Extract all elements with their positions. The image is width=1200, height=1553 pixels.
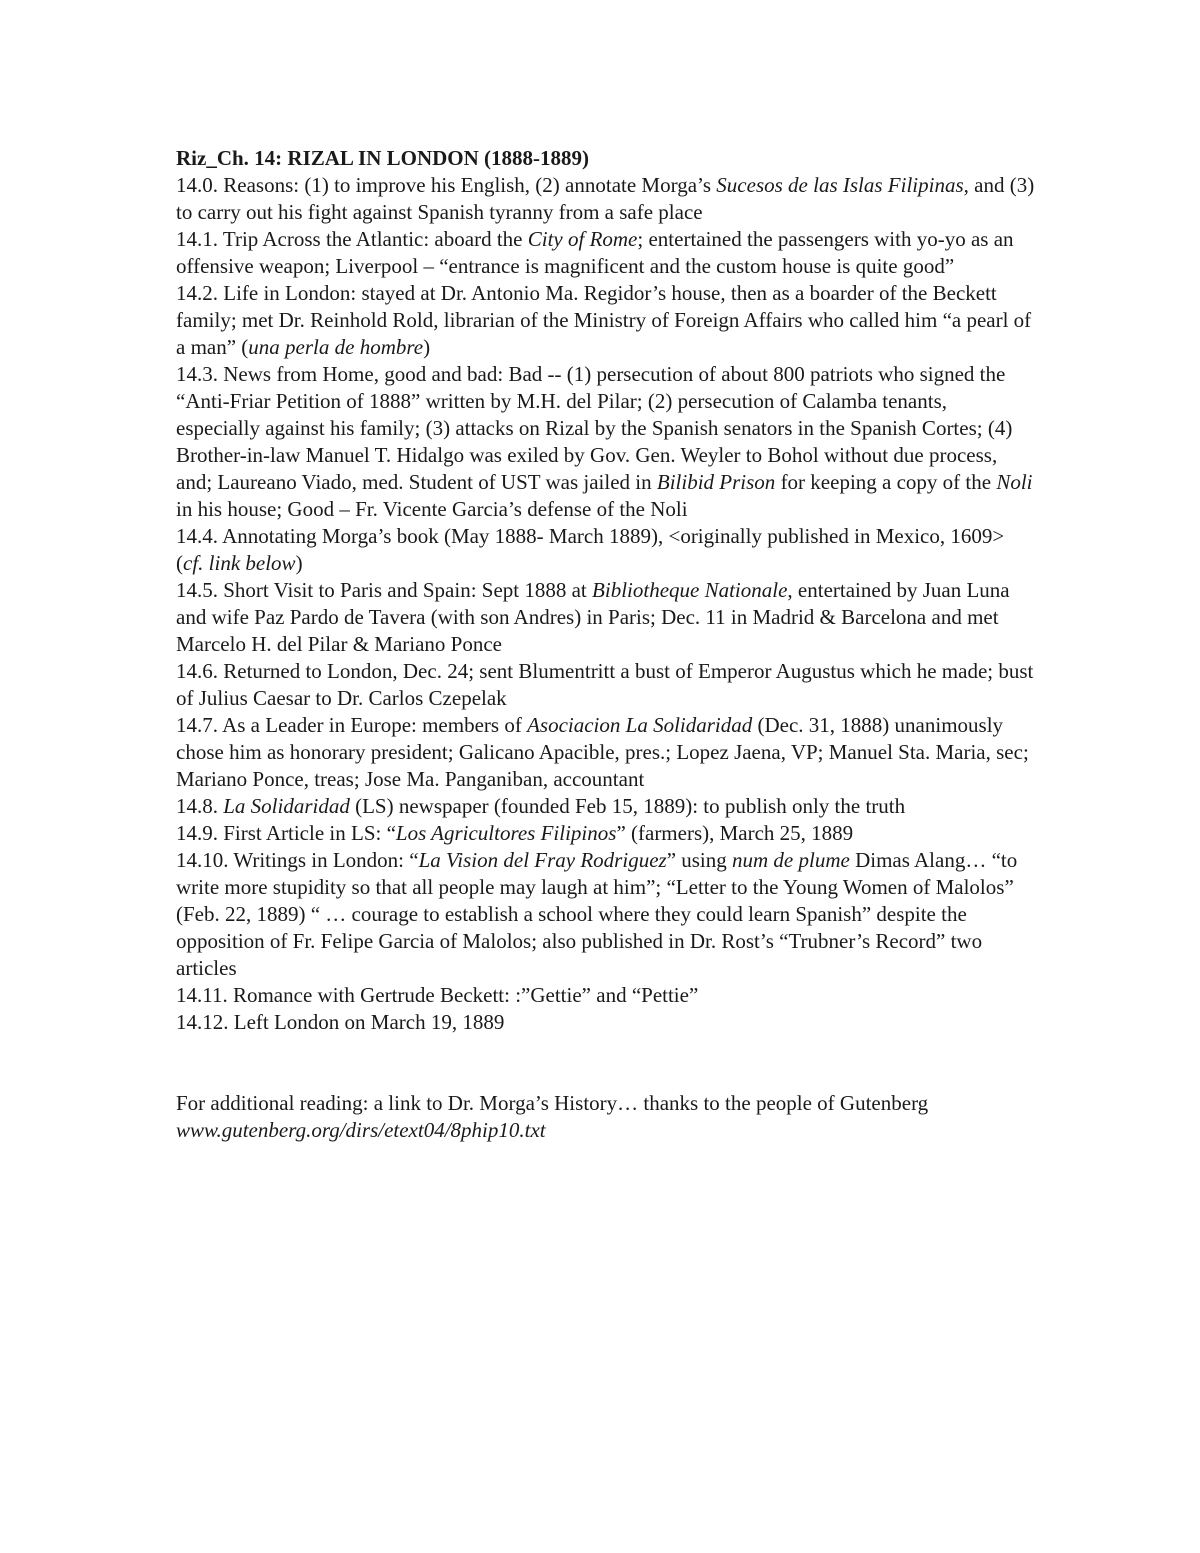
spacer [176, 1036, 1036, 1090]
entry-italic-text: Sucesos de las Islas Filipinas [716, 173, 964, 197]
entry-text: 14.9. First Article in LS: “ [176, 821, 396, 845]
entry-italic-text: num de plume [732, 848, 850, 872]
entry-italic-text: Bibliotheque Nationale [592, 578, 788, 602]
entry-text: 14.10. Writings in London: “ [176, 848, 419, 872]
entry-14-11 [176, 982, 1036, 1009]
entry-14-2 [176, 280, 1036, 361]
entries-list [176, 172, 1036, 1036]
entry-text: , entertained by Juan Luna and wife Paz Pardo de Tavera (with son Andres) in Paris; Dec. 11 in Madrid & Barcelona and met Marcelo H. del Pilar & Mariano Ponce [176, 578, 1010, 656]
entry-italic-text: La Solidaridad [223, 794, 350, 818]
entry-italic-text: City of Rome [527, 227, 638, 251]
entry-text: , and (3) to carry out his fight against Spanish tyranny from a safe place [176, 173, 1035, 224]
entry-text: ) [423, 335, 431, 359]
entry-text: ; entertained the passengers with yo-yo as an offensive weapon; Liverpool – “entrance is magnificent and the custom house is quite good” [176, 227, 1014, 278]
entry-italic-text: Los Agricultores Filipinos [395, 821, 617, 845]
entry-14-9 [176, 820, 1036, 847]
entry-text: 14.1. Trip Across the Atlantic: aboard the [176, 227, 528, 251]
entry-italic-text: una perla de hombre [248, 335, 424, 359]
document-page [176, 145, 1036, 1144]
entry-text: 14.11. Romance with Gertrude Beckett: :”Gettie” and “Pettie” [176, 983, 699, 1007]
entry-text: 14.0. Reasons: (1) to improve his English, (2) annotate Morga’s [176, 173, 717, 197]
entry-14-12 [176, 1009, 1036, 1036]
additional-reading-text: For additional reading: a link to Dr. Morga’s History… thanks to the people of Gutenberg [176, 1091, 929, 1115]
document-title: Riz_Ch. 14: RIZAL IN LONDON (1888-1889) [176, 146, 590, 170]
entry-italic-text: cf. link below [183, 551, 296, 575]
entry-14-5 [176, 577, 1036, 658]
entry-14-0 [176, 172, 1036, 226]
entry-14-6 [176, 658, 1036, 712]
entry-14-4 [176, 523, 1036, 577]
entry-14-1 [176, 226, 1036, 280]
entry-text: (LS) newspaper (founded Feb 15, 1889): to publish only the truth [349, 794, 906, 818]
entry-italic-text: La Vision del Fray Rodriguez [418, 848, 667, 872]
entry-text: ” (farmers), March 25, 1889 [616, 821, 854, 845]
entry-14-8 [176, 793, 1036, 820]
entry-text: 14.5. Short Visit to Paris and Spain: Sept 1888 at [176, 578, 593, 602]
entry-text: 14.4. Annotating Morga’s book (May 1888- March 1889), <originally published in Mexico, 1609> ( [176, 524, 1005, 575]
gutenberg-link[interactable]: www.gutenberg.org/dirs/etext04/8phip10.txt [176, 1118, 546, 1142]
entry-text: (Dec. 31, 1888) unanimously chose him as honorary president; Galicano Apacible, pres.; Lopez Jaena, VP; Manuel Sta. Maria, sec; Mariano Ponce, treas; Jose Ma. Panganiban, accountant [176, 713, 1029, 791]
entry-text: in his house; Good – Fr. Vicente Garcia’s defense of the Noli [176, 497, 688, 521]
entry-text: ” using [666, 848, 733, 872]
entry-14-10 [176, 847, 1036, 982]
entry-italic-text: Noli [996, 470, 1033, 494]
entry-14-3 [176, 361, 1036, 523]
entry-text: 14.3. News from Home, good and bad: Bad -- (1) persecution of about 800 patriots who signed the “Anti-Friar Petition of 1888” written by M.H. del Pilar; (2) persecution of Calamba tenants, especially against his family; (3) attacks on Rizal by the Spanish senators in the Spanish Cortes; (4) Brother-in-law Manuel T. Hidalgo was exiled by Gov. Gen. Weyler to Bohol without due process, and; Laureano Viado, med. Student of UST was jailed in [176, 362, 1013, 494]
entry-text: for keeping a copy of the [775, 470, 997, 494]
entry-text: ) [295, 551, 303, 575]
entry-text: 14.6. Returned to London, Dec. 24; sent Blumentritt a bust of Emperor Augustus which he made; bust of Julius Caesar to Dr. Carlos Czepelak [176, 659, 1034, 710]
entry-italic-text: Asociacion La Solidaridad [527, 713, 753, 737]
entry-14-7 [176, 712, 1036, 793]
entry-italic-text: Bilibid Prison [656, 470, 776, 494]
entry-text: 14.7. As a Leader in Europe: members of [176, 713, 528, 737]
entry-text: Dimas Alang… “to write more stupidity so that all people may laugh at him”; “Letter to the Young Women of Malolos” (Feb. 22, 1889) “ … courage to establish a school where they could learn Spanish” despite the opposition of Fr. Felipe Garcia of Malolos; also published in Dr. Rost’s “Trubner’s Record” two articles [176, 848, 1018, 980]
entry-text: 14.12. Left London on March 19, 1889 [176, 1010, 505, 1034]
entry-text: 14.2. Life in London: stayed at Dr. Antonio Ma. Regidor’s house, then as a boarder of the Beckett family; met Dr. Reinhold Rold, librarian of the Ministry of Foreign Affairs who called him “a pearl of a man” ( [176, 281, 1032, 359]
entry-text: 14.8. [176, 794, 224, 818]
